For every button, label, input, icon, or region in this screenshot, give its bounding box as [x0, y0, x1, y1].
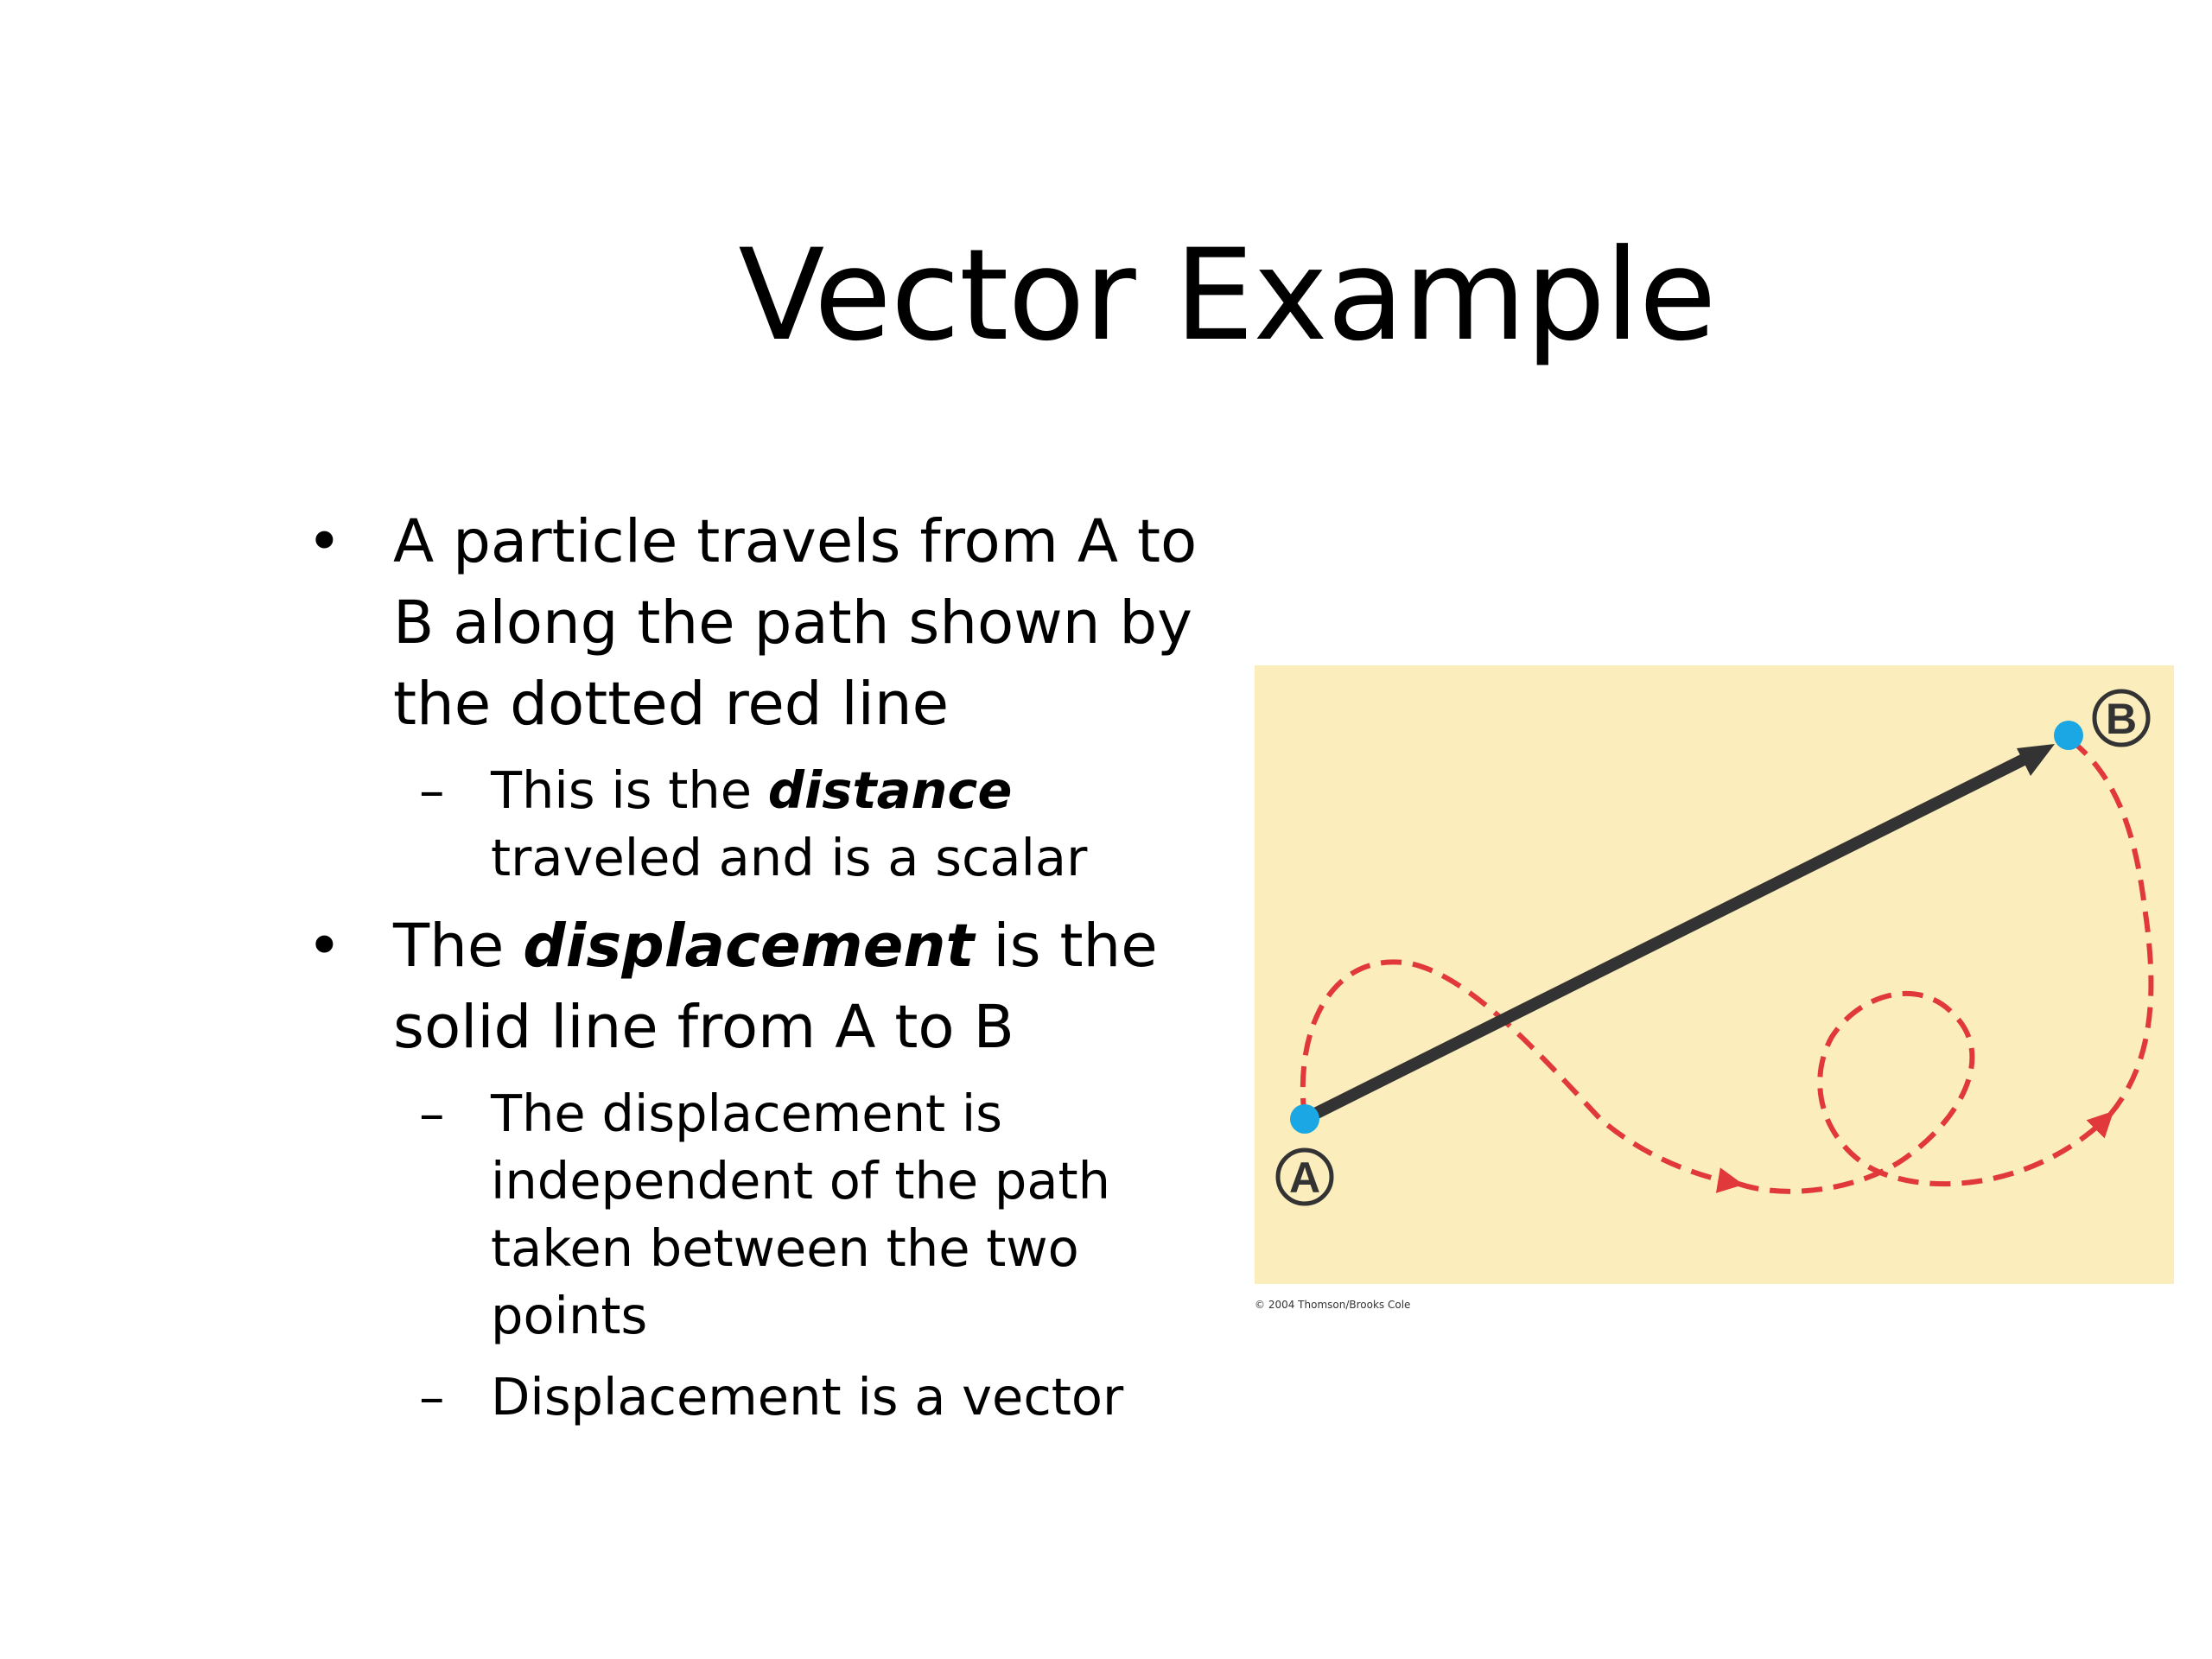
figure-canvas — [1255, 665, 2174, 1284]
displacement-figure — [1255, 665, 2174, 1284]
figure-credit: © 2004 Thomson/Brooks Cole — [1255, 1299, 1411, 1311]
point-b — [2054, 721, 2083, 750]
point-a — [1290, 1104, 1319, 1134]
sub-bullet-marker: – — [419, 760, 445, 820]
sub-bullet-item — [307, 1080, 1223, 1350]
bullet-item — [307, 501, 1223, 745]
sub-bullet-text: Displacement is a vector — [491, 1367, 1124, 1427]
sub-bullet-marker: – — [419, 1367, 445, 1427]
sub-bullet-text-start: This is the — [491, 760, 768, 820]
sub-bullet-text-end: traveled and is a scalar — [491, 828, 1088, 887]
point-b-label: B — [2105, 695, 2138, 743]
bullet-marker: • — [307, 507, 342, 576]
bullet-item — [307, 906, 1223, 1068]
displacement-emphasis: displacement — [523, 912, 975, 981]
bullet-text: A particle travels from A to B along the path shown by the dotted red line — [393, 507, 1198, 739]
slide-title: Vector Example — [738, 222, 1716, 369]
point-a-label: A — [1288, 1154, 1321, 1202]
sub-bullet-text: The displacement is independent of the path taken between the two points — [491, 1084, 1111, 1345]
bullet-text-start: The — [393, 912, 524, 981]
bullet-list — [307, 501, 1223, 1445]
distance-emphasis: distance — [767, 760, 1013, 820]
sub-bullet-marker: – — [419, 1084, 445, 1143]
bullet-text-end: is the solid line from A to B — [393, 912, 1158, 1062]
sub-bullet-item — [307, 757, 1223, 892]
bullet-marker: • — [307, 912, 342, 981]
sub-bullet-item — [307, 1363, 1223, 1431]
